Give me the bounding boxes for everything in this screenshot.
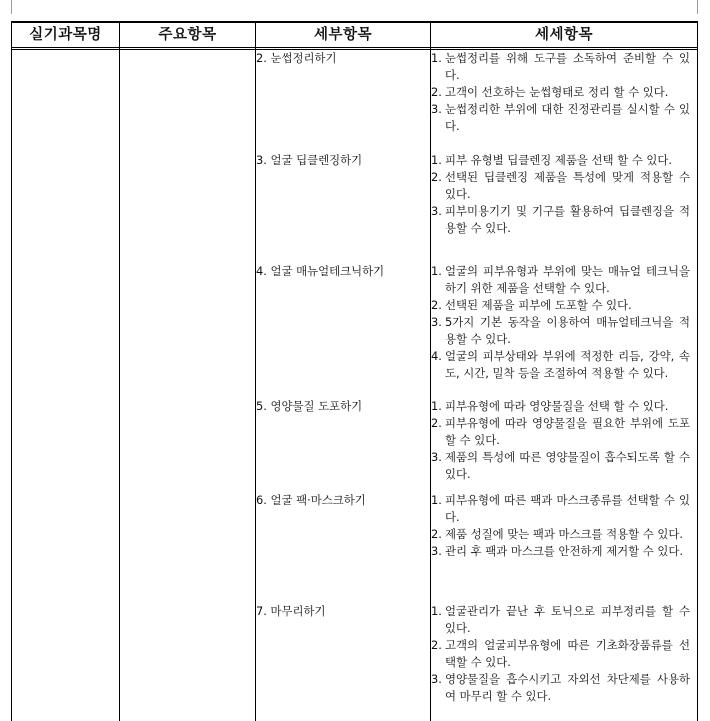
header-main-item: 주요항목 — [158, 27, 217, 43]
page-margin-mark-right — [697, 0, 698, 14]
header-bottom-border — [11, 47, 698, 48]
sub-item-finishing: 7. 마무리하기 — [256, 604, 326, 618]
detail-list — [431, 152, 690, 237]
list-item: 3. 제품의 특성에 따른 영양물질이 흡수되도록 할 수 있다. — [431, 450, 690, 481]
list-item: 2. 고객이 선호하는 눈썹형태로 정리 할 수 있다. — [431, 85, 669, 99]
list-item: 1. 피부 유형별 딥클렌징 제품을 선택 할 수 있다. — [431, 153, 673, 167]
column-divider — [697, 21, 698, 721]
list-item: 2. 선택된 딥클렌징 제품을 특성에 맞게 적용할 수 있다. — [431, 170, 690, 201]
list-item: 2. 제품 성질에 맞는 팩과 마스크를 적용할 수 있다. — [431, 527, 684, 541]
column-divider — [119, 21, 120, 721]
list-item: 3. 피부미용기기 및 기구를 활용하여 딥클렌징을 적용할 수 있다. — [431, 204, 690, 235]
sub-item-nutrient-application: 5. 영양물질 도포하기 — [256, 399, 363, 413]
header-practical-subject: 실기과목명 — [29, 27, 102, 43]
sub-item-deep-cleansing: 3. 얼굴 딥클렌징하기 — [256, 153, 363, 167]
detail-list — [431, 50, 690, 135]
detail-list — [431, 263, 690, 382]
list-item: 3. 눈썹정리한 부위에 대한 진정관리를 실시할 수 있다. — [431, 102, 690, 133]
detail-list — [431, 398, 690, 483]
list-item: 1. 피부유형에 따른 팩과 마스크종류를 선택할 수 있다. — [431, 493, 690, 524]
list-item: 2. 피부유형에 따라 영양물질을 필요한 부위에 도포 할 수 있다. — [431, 416, 690, 447]
sub-item-eyebrow: 2. 눈썹정리하기 — [256, 51, 337, 65]
list-item: 1. 눈썹정리를 위해 도구를 소독하여 준비할 수 있다. — [431, 51, 690, 82]
column-divider — [11, 21, 12, 721]
list-item: 3. 5가지 기본 동작을 이용하여 매뉴얼테크닉을 적용할 수 있다. — [431, 315, 690, 346]
detail-list — [431, 492, 690, 560]
list-item: 3. 관리 후 팩과 마스크를 안전하게 제거할 수 있다. — [431, 544, 684, 558]
header-sub-item: 세부항목 — [313, 27, 373, 43]
list-item: 3. 영양물질을 흡수시키고 자외선 차단제를 사용하여 마무리 할 수 있다. — [431, 672, 690, 703]
detail-list — [431, 603, 690, 705]
list-item: 2. 선택된 제품을 피부에 도포할 수 있다. — [431, 298, 632, 312]
list-item: 1. 피부유형에 따라 영양물질을 선택 할 수 있다. — [431, 399, 669, 413]
sub-item-manual-technique: 4. 얼굴 매뉴얼테크닉하기 — [256, 264, 385, 278]
header-detail-item: 세세항목 — [534, 27, 594, 43]
sub-item-pack-mask: 6. 얼굴 팩·마스크하기 — [256, 493, 366, 507]
exam-criteria-table — [11, 21, 698, 721]
page-margin-mark-left — [11, 0, 12, 14]
list-item: 1. 얼굴의 피부유형과 부위에 맞는 매뉴얼 테크닉을 하기 위한 제품을 선택할 수 있다. — [431, 264, 690, 295]
list-item: 2. 고객의 얼굴피부유형에 따른 기초화장품류를 선택할 수 있다. — [431, 638, 690, 669]
list-item: 1. 얼굴관리가 끝난 후 토닉으로 피부정리를 할 수 있다. — [431, 604, 690, 635]
list-item: 4. 얼굴의 피부상태와 부위에 적정한 리듬, 강약, 속도, 시간, 밀착 등을 조절하여 적용할 수 있다. — [431, 349, 690, 380]
